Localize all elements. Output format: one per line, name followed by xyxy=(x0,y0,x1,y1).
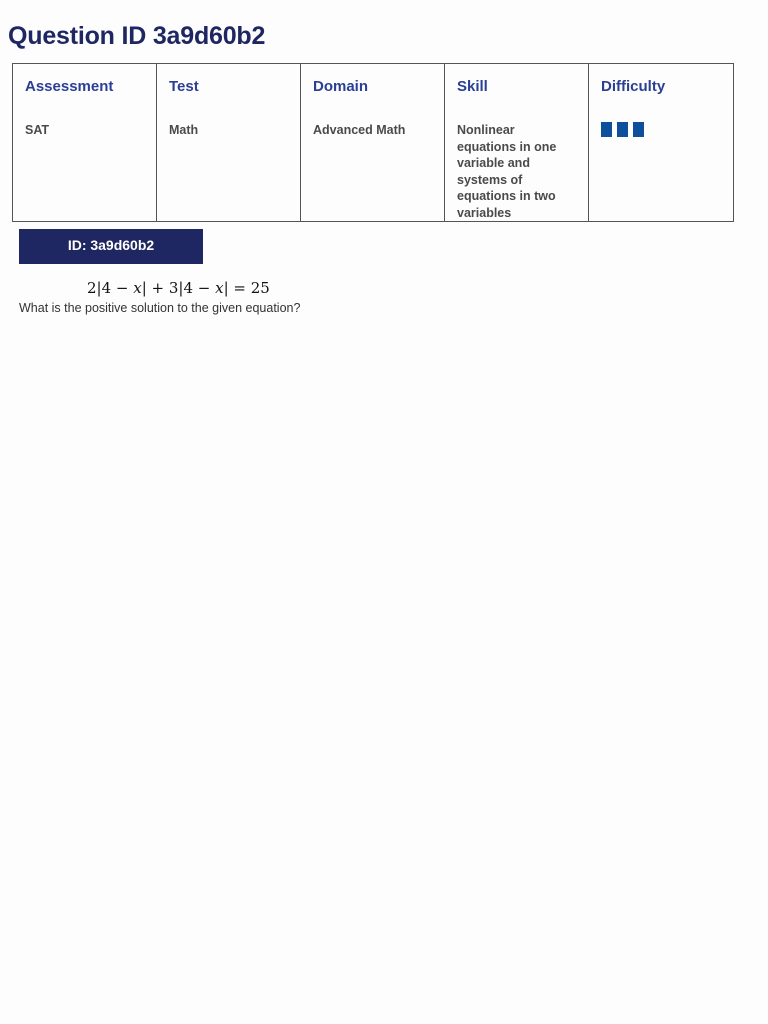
value-cell-skill xyxy=(445,110,589,222)
header-cell-assessment xyxy=(13,64,157,111)
equation-variable: x xyxy=(133,279,142,297)
value-assessment: SAT xyxy=(25,123,50,137)
header-cell-domain xyxy=(301,64,445,111)
header-assessment: Assessment xyxy=(25,78,114,95)
equation-part: 2|4 − xyxy=(87,279,134,297)
header-difficulty: Difficulty xyxy=(601,78,666,95)
difficulty-bar xyxy=(617,122,628,137)
value-skill: Nonlinear equations in one variable and systems of equations in two variables xyxy=(457,123,557,220)
value-test: Math xyxy=(169,123,199,137)
header-test: Test xyxy=(169,78,199,95)
value-cell-assessment xyxy=(13,110,157,222)
question-metadata-table xyxy=(12,63,734,222)
value-domain: Advanced Math xyxy=(313,123,406,137)
value-cell-test xyxy=(157,110,301,222)
difficulty-indicator xyxy=(601,110,721,137)
equation-part: | + 3|4 − xyxy=(141,279,216,297)
question-id-badge: ID: 3a9d60b2 xyxy=(19,229,203,264)
difficulty-bar xyxy=(633,122,644,137)
header-skill: Skill xyxy=(457,78,488,95)
equation-part: | = 25 xyxy=(223,279,270,297)
header-cell-skill xyxy=(445,64,589,111)
question-prompt: What is the positive solution to the given equation? xyxy=(19,301,301,315)
table-header-row xyxy=(13,64,734,111)
header-domain: Domain xyxy=(313,78,369,95)
value-cell-domain xyxy=(301,110,445,222)
equation-variable: x xyxy=(215,279,224,297)
value-cell-difficulty xyxy=(589,110,734,222)
difficulty-bar xyxy=(601,122,612,137)
header-cell-difficulty xyxy=(589,64,734,111)
header-cell-test xyxy=(157,64,301,111)
page-title: Question ID 3a9d60b2 xyxy=(8,22,266,50)
equation xyxy=(87,279,270,297)
table-row xyxy=(13,110,734,222)
